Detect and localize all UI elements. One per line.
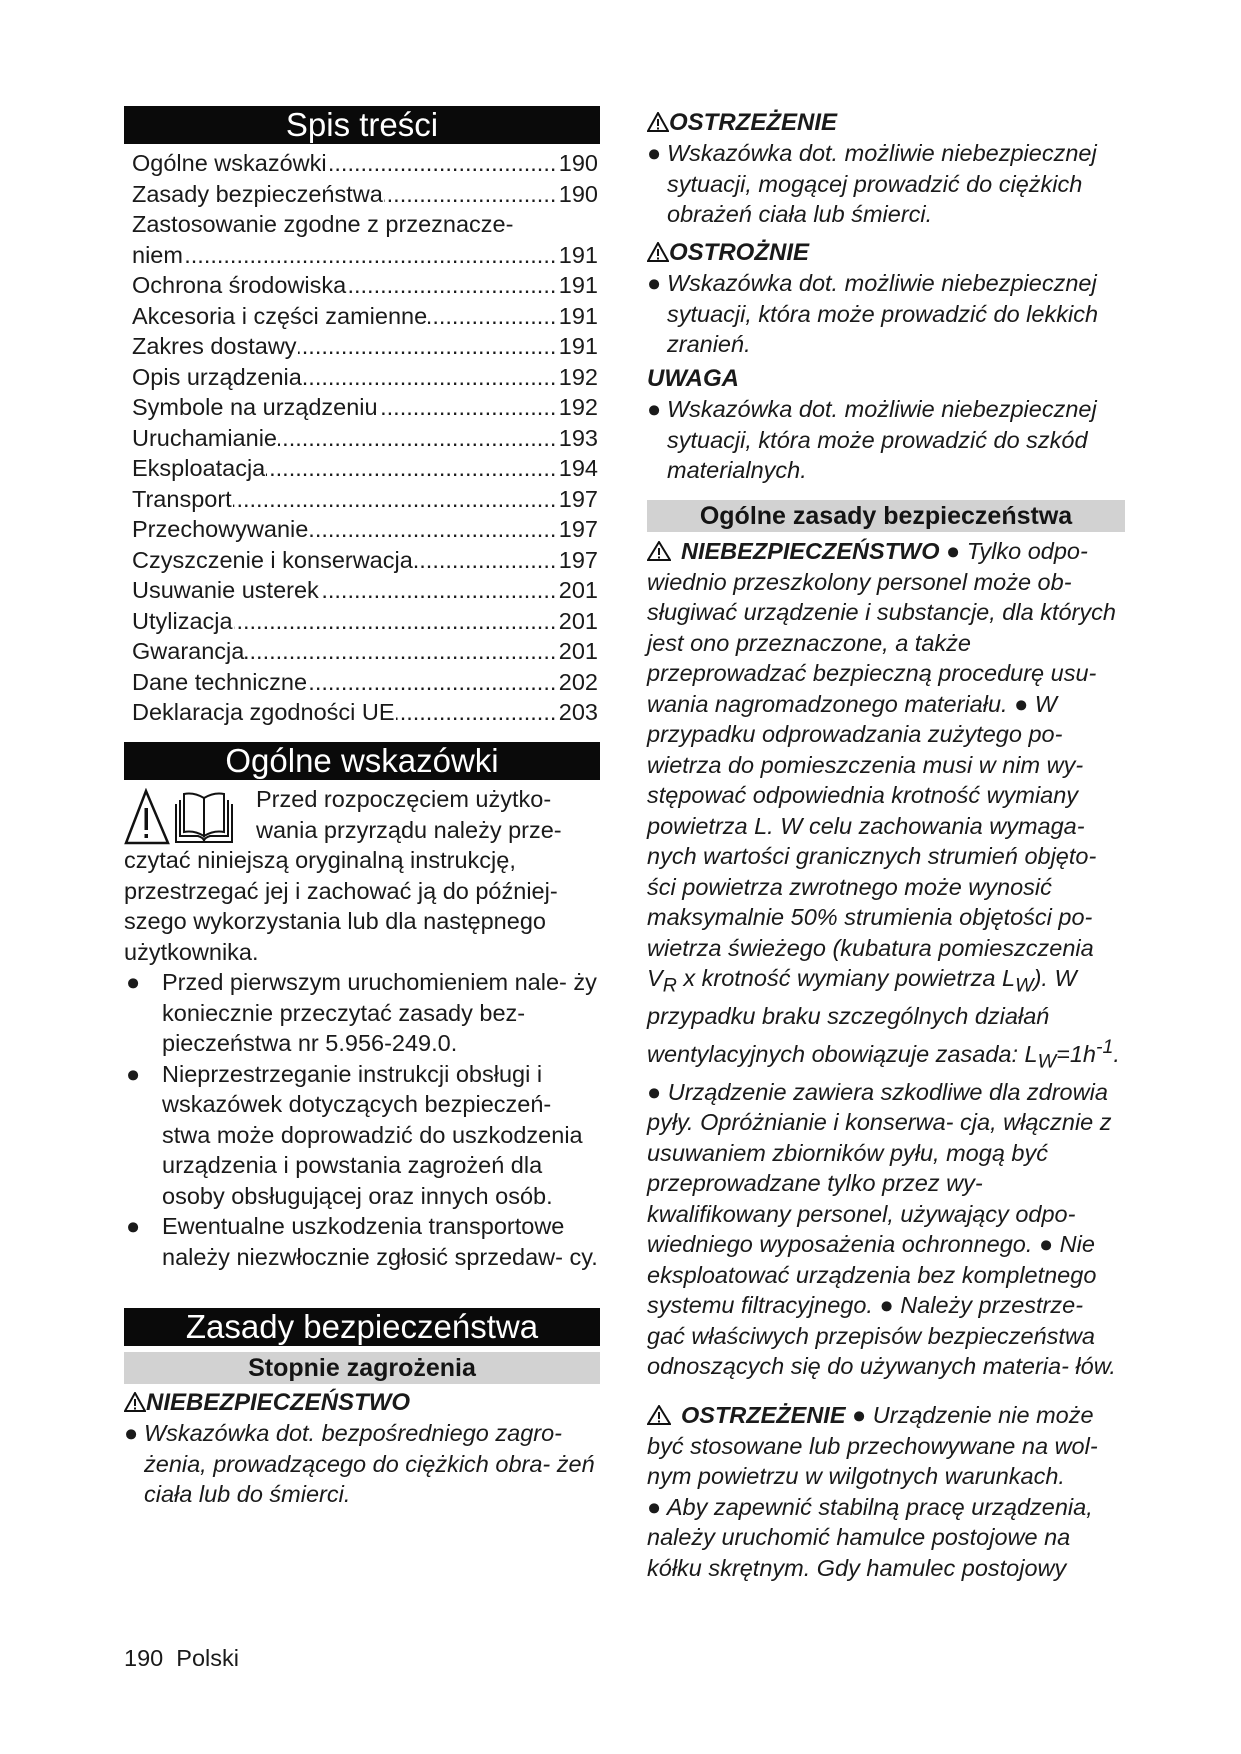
toc-entry[interactable]: ..... Eksploatacja 194: [132, 453, 598, 484]
warning-icon: [647, 242, 669, 262]
toc-entry[interactable]: ..... Gwarancja 201: [132, 636, 598, 667]
toc-entry[interactable]: ..... Deklaracja zgodności UE 203: [132, 697, 598, 728]
warning-icon: [647, 1405, 671, 1425]
general-intro: [124, 784, 600, 967]
toc-entry[interactable]: ..... niem 191: [132, 240, 598, 271]
list-item: ● Przed pierwszym uruchomieniem nale- ży koniecznie przeczytać zasady bez- pieczeństwa nr 5.956-249.0.: [126, 969, 597, 1056]
list-item: ● Ewentualne uszkodzenia transportowe należy niezwłocznie zgłosić sprzedaw- cy.: [126, 1213, 598, 1270]
intro-line: Przed rozpoczęciem użytko-: [256, 786, 552, 812]
page-number: 190: [124, 1645, 164, 1671]
general-notes-heading: Ogólne wskazówki: [124, 742, 600, 780]
danger-section: [124, 1388, 600, 1510]
warning-icon: [647, 112, 669, 132]
toc-entry[interactable]: ..... Symbole na urządzeniu 192: [132, 392, 598, 423]
danger-text: ● Wskazówka dot. bezpośredniego zagro- żenia, prowadzącego do ciężkich obra- żeń ciała lub do śmierci.: [124, 1420, 595, 1507]
toc-entry[interactable]: ..... Przechowywanie 197: [132, 514, 598, 545]
table-of-contents: [132, 148, 598, 728]
hazard-levels-heading: Stopnie zagrożenia: [124, 1352, 600, 1384]
notice-section: [647, 364, 1125, 486]
intro-line: wania przyrządu należy prze-: [256, 816, 562, 843]
toc-entry[interactable]: ..... Transport 197: [132, 484, 598, 515]
toc-entry[interactable]: ..... Ogólne wskazówki 190: [132, 148, 598, 179]
toc-entry[interactable]: ..... Zakres dostawy 191: [132, 331, 598, 362]
notice-text: ● Wskazówka dot. możliwie niebezpiecznej sytuacji, która może prowadzić do szkód materialnych.: [647, 396, 1097, 483]
toc-entry[interactable]: Zastosowanie zgodne z przeznacze-: [132, 211, 514, 237]
toc-entry[interactable]: ..... Utylizacja 201: [132, 606, 598, 637]
warning-icon: [124, 1392, 146, 1412]
toc-entry[interactable]: ..... Dane techniczne 202: [132, 667, 598, 698]
caution-text: ● Wskazówka dot. możliwie niebezpiecznej sytuacji, która może prowadzić do lekkich zranień.: [647, 270, 1099, 357]
warning-section: [647, 108, 1125, 230]
intro-line: przestrzegać jej i zachować ją do później-: [124, 877, 558, 904]
list-item: ● Nieprzestrzeganie instrukcji obsługi i wskazówek dotyczących bezpieczeń- stwa może doprowadzić do uszkodzenia urządzenia i powstania zagrożeń dla osoby obsługującej oraz innych osób.: [126, 1060, 583, 1209]
toc-entry[interactable]: ..... Zasady bezpieczeństwa 190: [132, 179, 598, 210]
toc-entry[interactable]: ..... Czyszczenie i konserwacja 197: [132, 545, 598, 576]
toc-entry[interactable]: ..... Uruchamianie 193: [132, 423, 598, 454]
general-safety-heading: Ogólne zasady bezpieczeństwa: [647, 500, 1125, 532]
caution-section: [647, 238, 1125, 360]
intro-line: użytkownika.: [124, 938, 259, 965]
warning-text: ● Wskazówka dot. możliwie niebezpiecznej sytuacji, mogącej prowadzić do ciężkich obrażeń ciała lub śmierci.: [647, 140, 1097, 227]
notice-label: UWAGA: [647, 365, 739, 392]
general-safety-text: NIEBEZPIECZEŃSTWO ● Tylko odpo- wiednio przeszkolony personel może ob- sługiwać urządzenie i substancje, dla których jest ono przeznaczone, a także przeprowadzać bezpieczną procedurę usu- wania nagromadzonego materiału. ● W przypadku odprowadzania zużytego po- wietrza do pomieszczenia musi w nim wy- stępować odpowiednia krotność wymiany powietrza L. W celu zachowania wymaga- nych wartości granicznych strumień objęto- ści powietrza zwrotnego może wynosić maksymalnie 50% strumienia objętości po- wietrza świeżego (kubatura pomieszczenia $V_R$ x krotność wymiany powietrza $L_W$). W przypadku braku szczególnych działań wentylacyjnych obowiązuje zasada: $L_W=1h^{-1}$. ● Urządzenie zawiera szkodliwe dla zdrowia pyły. Opróżnianie i konserwa- cja, włącznie z usuwaniem zbiorników pyłu, mogą być przeprowadzane tylko przez wy- kwalifikowany personel, używający odpo- wiedniego wyposażenia ochronnego. ● Nie eksploatować urządzenia bez kompletnego systemu filtracyjnego. ● Należy przestrze- gać właściwych przepisów bezpieczeństwa odnoszących się do używanych materia- łów.: [647, 538, 1120, 1380]
toc-entry[interactable]: ..... Usuwanie usterek 201: [132, 575, 598, 606]
toc-title: Spis treści: [124, 106, 600, 144]
intro-line: czytać niniejszą oryginalną instrukcję,: [124, 847, 516, 873]
toc-entry[interactable]: ..... Ochrona środowiska 191: [132, 270, 598, 301]
warning-icon: [647, 541, 671, 561]
caution-label: OSTROŻNIE: [647, 238, 1125, 268]
intro-line: szego wykorzystania lub dla następnego: [124, 908, 546, 934]
danger-label: NIEBEZPIECZEŃSTWO: [124, 1388, 600, 1418]
toc-entry[interactable]: ..... Opis urządzenia 192: [132, 362, 598, 393]
language-label: Polski: [176, 1645, 239, 1671]
warning-label: OSTRZEŻENIE: [647, 108, 1125, 138]
page-footer: [124, 1645, 239, 1672]
safety-heading: Zasady bezpieczeństwa: [124, 1308, 600, 1346]
warning-paragraph: OSTRZEŻENIE ● Urządzenie nie może być stosowane lub przechowywane na wol- nym powietrzu w wilgotnych warunkach. ● Aby zapewnić stabilną pracę urządzenia, należy uruchomić hamulce postojowe na kółku skrętnym. Gdy hamulec postojowy: [647, 1402, 1098, 1581]
general-bullets: [124, 967, 600, 1272]
toc-entry[interactable]: ..... Akcesoria i części zamienne 191: [132, 301, 598, 332]
